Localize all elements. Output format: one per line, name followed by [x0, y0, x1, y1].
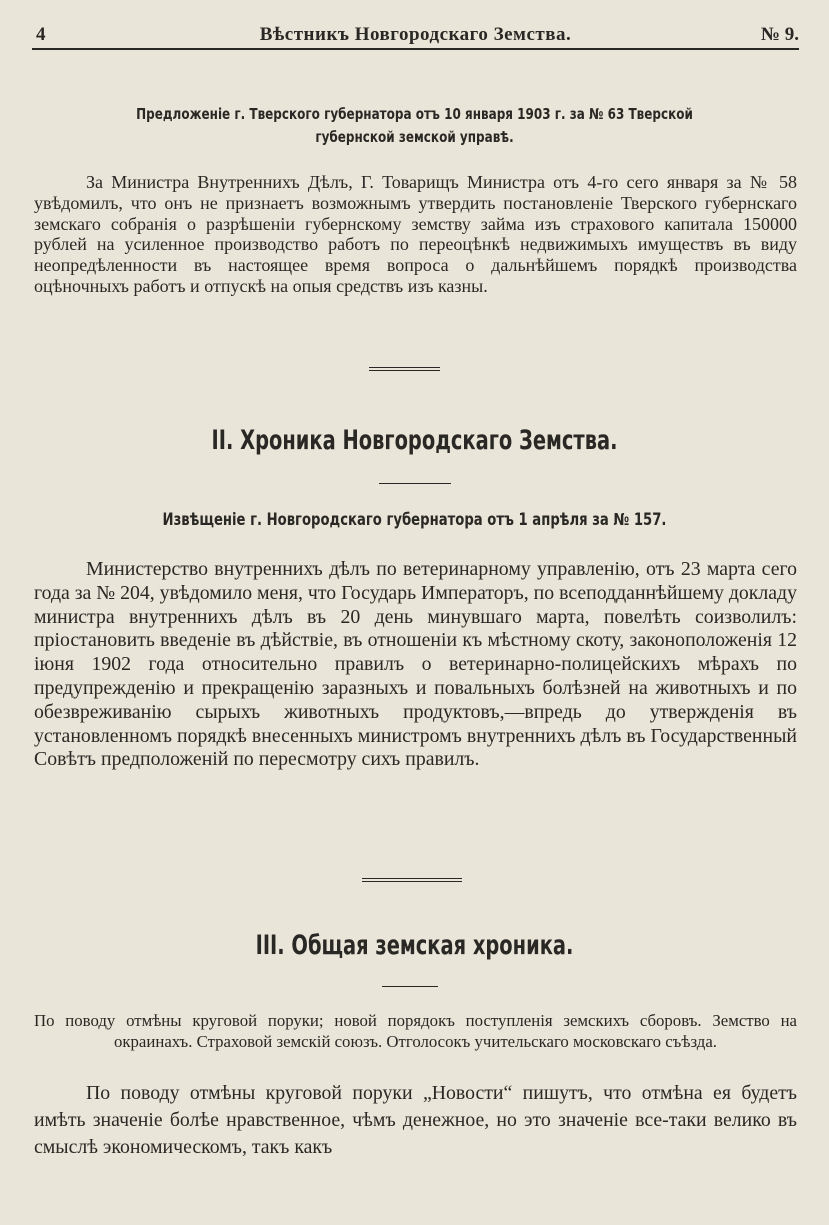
section-lead: По поводу отмѣны круговой поруки; новой порядокъ поступленія земскихъ сборовъ. Земство на окраинахъ. Страховой земскій союзъ. Отголосокъ учительскаго московскаго съѣзда.: [34, 1011, 797, 1051]
section-2-title: II. Хроника Новгородскаго Земства.: [211, 425, 618, 456]
page-header: [32, 22, 799, 48]
issue-number: № 9.: [760, 24, 799, 45]
section-divider: [369, 367, 440, 373]
title-rule: [379, 483, 451, 484]
page-number: 4: [36, 24, 46, 45]
proposal-heading: Предложеніе г. Тверского губернатора отъ 10 января 1903 г. за № 63 Тверской губернской земской управѣ.: [136, 105, 693, 146]
header-rule: [32, 48, 799, 50]
proposal-paragraph: За Министра Внутреннихъ Дѣлъ, Г. Товарищъ Министра отъ 4-го сего января за № 58 увѣдомилъ, что онъ не признаетъ возможнымъ утвердить постановленіе Тверского губернскаго земскаго собранія о разрѣшеніи губернскому земству займа изъ страхового капитала 150000 рублей на усиленное производство работъ по переоцѣнкѣ недвижимыхъ имуществъ въ виду неопредѣленности въ настоящее время вопроса о дальнѣйшемъ порядкѣ производства оцѣночныхъ работъ и отпускѣ на опыя средствъ изъ казны.: [34, 172, 797, 296]
section-3-paragraph: По поводу отмѣны круговой поруки „Новости“ пишутъ, что отмѣна ея будетъ имѣть значеніе болѣе нравственное, чѣмъ денежное, но это значеніе все-таки велико въ смыслѣ экономическомъ, такъ какъ: [34, 1082, 797, 1158]
notice-paragraph: Министерство внутреннихъ дѣлъ по ветеринарному управленію, отъ 23 марта сего года за № 204, увѣдомило меня, что Государь Императоръ, по всеподданнѣйшему докладу министра внутреннихъ дѣлъ въ 20 день минувшаго марта, повелѣть соизволилъ: пріостановить введеніе въ дѣйствіе, въ отношеніи къ мѣстному скоту, законоположенія 12 іюня 1902 года относительно правилъ о ветеринарно-полицейскихъ мѣрахъ по предупрежденію и прекращенію заразныхъ и повальныхъ болѣзней на животныхъ и по обезвреживанію сырыхъ животныхъ продуктовъ,—впредь до утвержденія въ установленномъ порядкѣ внесенныхъ министромъ внутреннихъ дѣлъ въ Государственный Совѣтъ предположеній по пересмотру сихъ правилъ.: [34, 558, 797, 771]
notice-heading: Извѣщеніе г. Новгородскаго губернатора отъ 1 апрѣля за № 157.: [162, 510, 667, 529]
section-3-title: III. Общая земская хроника.: [255, 930, 574, 961]
journal-title: Вѣстникъ Новгородскаго Земства.: [259, 24, 572, 45]
section-divider: [362, 878, 462, 884]
title-rule: [382, 986, 438, 987]
